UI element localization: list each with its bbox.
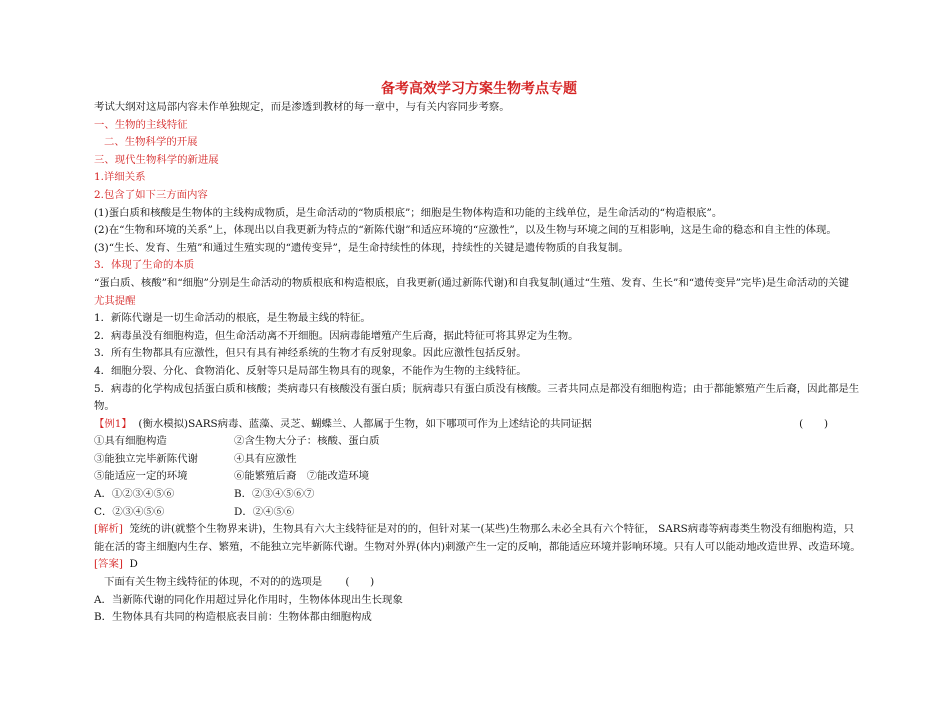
choice-item: A．①②③④⑤⑥ bbox=[94, 488, 175, 501]
tip-2: 2．病毒虽没有细胞构造，但生命活动离不开细胞。因病毒能增殖产生后裔，据此特征可将其界定为生物。 bbox=[94, 329, 579, 342]
answer-value: D bbox=[129, 558, 138, 571]
option-item: ①具有细胞构造 bbox=[94, 435, 167, 448]
question-2-text: 下面有关生物主线特征的体现，不对的的选项是 bbox=[104, 576, 323, 589]
example-tag: 【例1】 bbox=[94, 417, 132, 430]
option-row bbox=[94, 433, 864, 451]
intro-text: 考试大纲对这局部内容未作单独规定，而是渗透到教材的每一章中，与有关内容同步考察。 bbox=[94, 101, 510, 113]
essence-text: “蛋白质、核酸”和“细胞”分别是生命活动的物质根底和构造根底，自我更新(通过新陈代谢)和自我复制(通过“生殖、发育、生长”和“遗传变异”完毕)是生命活动的关键 bbox=[94, 276, 849, 289]
section-2: 2.包含了如下三方面内容 bbox=[94, 188, 208, 201]
item-2: (2)在“生物和环境的关系”上，体现出以自我更新为特点的“新陈代谢”和适应环境的“应激性”，以及生物与环境之间的互相影响，这是生命的稳态和自主性的体现。 bbox=[94, 224, 837, 237]
choice-item: D．②④⑤⑥ bbox=[234, 505, 295, 518]
heading-1: 一、生物的主线特征 bbox=[94, 118, 188, 131]
answer bbox=[94, 556, 864, 574]
tip-4: 4．细胞分裂、分化、食物消化、反射等只是局部生物具有的现象，不能作为生物的主线特征。 bbox=[94, 364, 527, 377]
question-2-option-b: B．生物体具有共同的构造根底表目前：生物体都由细胞构成 bbox=[94, 611, 372, 624]
example-question bbox=[94, 416, 864, 434]
analysis bbox=[94, 521, 864, 556]
tips-heading: 尤其提醒 bbox=[94, 294, 136, 307]
tip-5: 5．病毒的化学构成包括蛋白质和核酸；类病毒只有核酸没有蛋白质；朊病毒只有蛋白质没有核酸。三者共同点是都没有细胞构造；由于都能繁殖产生后裔，因此都是生物。 bbox=[94, 382, 860, 413]
tip-1: 1．新陈代谢是一切生命活动的根底，是生物最主线的特征。 bbox=[94, 312, 371, 325]
option-row bbox=[94, 451, 864, 469]
choice-item: C．②③④⑤⑥ bbox=[94, 505, 165, 518]
heading-2: 二、生物科学的开展 bbox=[104, 136, 198, 149]
document-page bbox=[94, 80, 864, 627]
choice-item: B．②③④⑤⑥⑦ bbox=[234, 488, 315, 501]
question-2 bbox=[94, 574, 864, 592]
page-title: 备考高效学习方案生物考点专题 bbox=[381, 81, 577, 97]
analysis-text: 笼统的讲(就整个生物界来讲)，生物具有六大主线特征是对的的，但针对某一(某些)生物那么未必全具有六个特征， SARS病毒等病毒类生物没有细胞构造，只能在活的寄主细胞内生存、繁殖，不能独立完毕新陈代谢。生物对外界(体内)刺激产生一定的反响，都能适应环境并影响环境。只有人可以能动地改造世界、改造环境。 bbox=[94, 523, 861, 553]
section-3: 3．体现了生命的本质 bbox=[94, 259, 195, 272]
analysis-tag: [解析] bbox=[94, 523, 123, 536]
heading-3: 三、现代生物科学的新进展 bbox=[94, 153, 219, 166]
question-2-option-a: A．当新陈代谢的同化作用超过异化作用时，生物体体现出生长现象 bbox=[94, 593, 403, 606]
choice-row bbox=[94, 486, 864, 504]
tip-3: 3．所有生物都具有应激性，但只有具有神经系统的生物才有反射现象。因此应激性包括反射。 bbox=[94, 347, 527, 360]
option-item: ④具有应激性 bbox=[234, 452, 297, 465]
item-1: (1)蛋白质和核酸是生物体的主线构成物质，是生命活动的“物质根底”；细胞是生物体构造和功能的主线单位，是生命活动的“构造根底”。 bbox=[94, 206, 723, 219]
item-3: (3)“生长、发育、生殖”和通过生殖实现的“遗传变异”，是生命持续性的体现，持续性的关键是遗传物质的自我复制。 bbox=[94, 241, 629, 254]
choice-row bbox=[94, 504, 864, 522]
answer-tag: [答案] bbox=[94, 558, 123, 571]
option-item: ⑥能繁殖后裔 ⑦能改造环境 bbox=[234, 470, 370, 483]
option-item: ③能独立完毕新陈代谢 bbox=[94, 452, 198, 465]
option-row bbox=[94, 468, 864, 486]
example-bracket: ( ) bbox=[799, 417, 828, 430]
section-1: 1.详细关系 bbox=[94, 171, 146, 184]
question-2-bracket: ( ) bbox=[345, 576, 375, 589]
option-item: ⑤能适应一定的环境 bbox=[94, 470, 188, 483]
option-item: ②含生物大分子：核酸、蛋白质 bbox=[234, 435, 380, 448]
example-question-text: (衡水模拟)SARS病毒、蓝藻、灵芝、蝴蝶兰、人都属于生物，如下哪项可作为上述结论的共同证据 bbox=[138, 417, 592, 430]
